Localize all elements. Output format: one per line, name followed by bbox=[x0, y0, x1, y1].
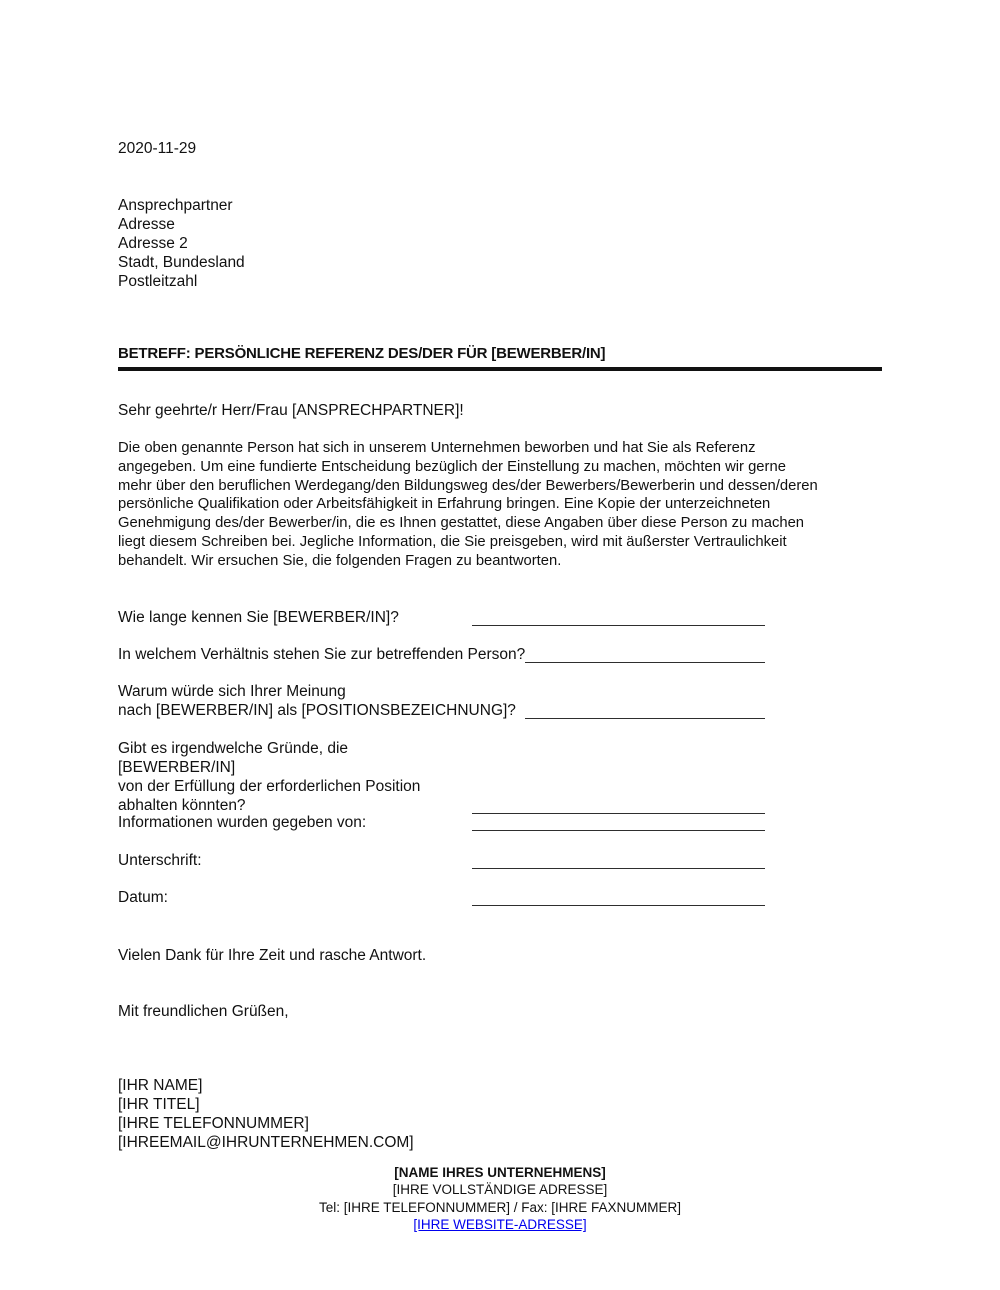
question-relationship bbox=[118, 645, 765, 664]
letter-date: 2020-11-29 bbox=[118, 140, 197, 157]
question-reasons-label bbox=[118, 739, 472, 815]
company-footer bbox=[0, 1164, 1000, 1234]
question-duration bbox=[118, 608, 765, 627]
intro-line: behandelt. Wir ersuchen Sie, die folgenden Fragen zu beantworten. bbox=[118, 552, 562, 569]
intro-line: mehr über den beruflichen Werdegang/den Bildungsweg des/der Bewerbers/Bewerberin und dessen/deren bbox=[118, 477, 818, 494]
question-opinion-line1: Warum würde sich Ihrer Meinung bbox=[118, 683, 346, 700]
recipient-address-line1: Adresse bbox=[118, 216, 175, 233]
answer-blank-duration bbox=[472, 625, 765, 626]
sender-email: [IHREEMAIL@IHRUNTERNEHMEN.COM] bbox=[118, 1134, 414, 1151]
question-duration-label: Wie lange kennen Sie [BEWERBER/IN]? bbox=[118, 609, 399, 626]
recipient-block bbox=[118, 196, 245, 291]
thanks-line: Vielen Dank für Ihre Zeit und rasche Antwort. bbox=[118, 947, 427, 964]
answer-blank-relationship bbox=[525, 662, 765, 663]
closing-line: Mit freundlichen Grüßen, bbox=[118, 1003, 289, 1020]
intro-line: liegt diesem Schreiben bei. Jegliche Information, die Sie preisgeben, wird mit äußerster Vertraulichkeit bbox=[118, 533, 787, 550]
sender-title: [IHR TITEL] bbox=[118, 1096, 200, 1113]
answer-blank-date bbox=[472, 905, 765, 906]
question-relationship-label: In welchem Verhältnis stehen Sie zur betreffenden Person? bbox=[118, 646, 526, 663]
field-given-by bbox=[118, 813, 765, 832]
recipient-address-line2: Adresse 2 bbox=[118, 235, 188, 252]
answer-blank-signature bbox=[472, 868, 765, 869]
question-opinion-line2: nach [BEWERBER/IN] als [POSITIONSBEZEICHNUNG]? bbox=[118, 702, 516, 719]
footer-company-name: [NAME IHRES UNTERNEHMENS] bbox=[394, 1165, 606, 1180]
question-reasons bbox=[118, 739, 765, 815]
subject-line: BETREFF: PERSÖNLICHE REFERENZ DES/DER FÜR [BEWERBER/IN] bbox=[118, 345, 606, 362]
question-reasons-line3: abhalten könnten? bbox=[118, 797, 246, 814]
salutation: Sehr geehrte/r Herr/Frau [ANSPRECHPARTNER]! bbox=[118, 402, 464, 419]
website-link[interactable]: [IHRE WEBSITE-ADRESSE] bbox=[413, 1217, 587, 1233]
intro-line: angegeben. Um eine fundierte Entscheidung bezüglich der Einstellung zu machen, möchten wir gerne bbox=[118, 458, 786, 475]
field-date-label: Datum: bbox=[118, 889, 168, 906]
answer-blank-opinion bbox=[525, 718, 765, 719]
field-date bbox=[118, 888, 765, 907]
recipient-city-state: Stadt, Bundesland bbox=[118, 254, 245, 271]
footer-company-address: [IHRE VOLLSTÄNDIGE ADRESSE] bbox=[392, 1182, 608, 1198]
sender-name: [IHR NAME] bbox=[118, 1077, 203, 1094]
recipient-name: Ansprechpartner bbox=[118, 197, 233, 214]
sender-phone: [IHRE TELEFONNUMMER] bbox=[118, 1115, 309, 1132]
field-given-by-label: Informationen wurden gegeben von: bbox=[118, 814, 367, 831]
field-signature bbox=[118, 851, 765, 870]
question-reasons-line1: Gibt es irgendwelche Gründe, die [BEWERBER/IN] bbox=[118, 740, 349, 776]
intro-line: Genehmigung des/der Bewerber/in, die es Ihnen gestattet, diese Angaben über diese Person zu machen bbox=[118, 515, 805, 532]
question-opinion bbox=[118, 682, 765, 720]
subject-divider bbox=[118, 367, 882, 371]
intro-line: Die oben genannte Person hat sich in unserem Unternehmen beworben und hat Sie als Referenz bbox=[118, 440, 756, 456]
intro-line: persönliche Qualifikation oder Arbeitsfähigkeit in Erfahrung bringen. Eine Kopie der unterzeichneten bbox=[118, 496, 771, 513]
footer-tel-fax: Tel: [IHRE TELEFONNUMMER] / Fax: [IHRE FAXNUMMER] bbox=[318, 1199, 682, 1215]
recipient-postal-code: Postleitzahl bbox=[118, 273, 198, 290]
field-signature-label: Unterschrift: bbox=[118, 852, 202, 869]
intro-paragraph bbox=[118, 439, 818, 571]
sender-block bbox=[118, 1076, 414, 1152]
question-reasons-line2: von der Erfüllung der erforderlichen Position bbox=[118, 778, 421, 795]
answer-blank-given-by bbox=[472, 830, 765, 831]
